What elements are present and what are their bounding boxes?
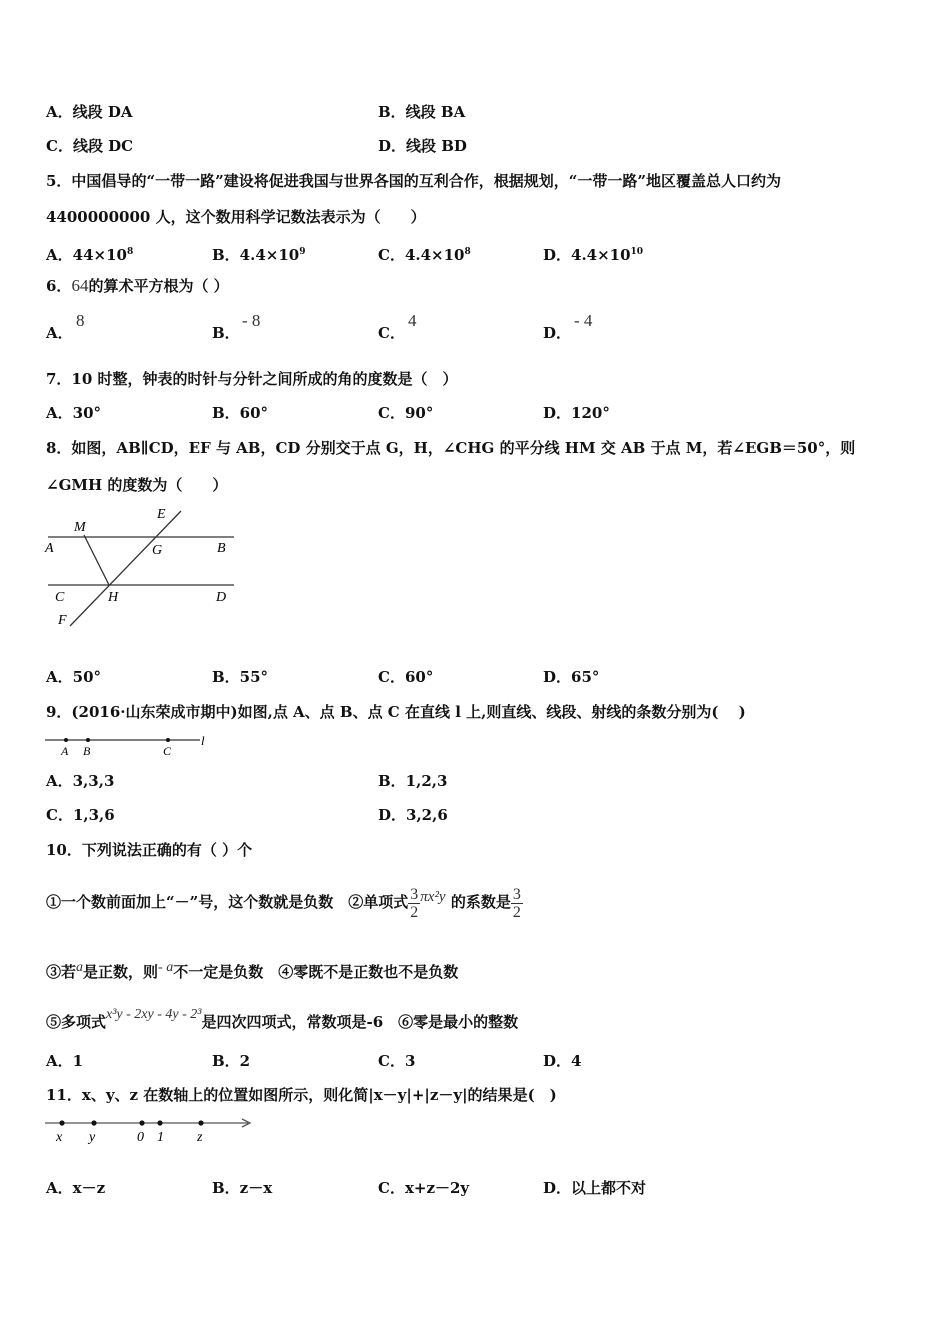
q8-stem-line2: ∠GMH 的度数为（ ） xyxy=(46,476,228,494)
label-a: A xyxy=(45,541,54,556)
line-hm xyxy=(84,535,109,585)
q6-option-a-value: 8 xyxy=(76,311,85,330)
q6-option-d: D． xyxy=(543,324,572,342)
q10-statement-3-4: ③若a是正数，则- a不一定是负数 ④零既不是正数也不是负数 xyxy=(46,960,459,981)
q4-option-c: C．线段 DC xyxy=(46,137,134,155)
label-c: C xyxy=(55,590,65,605)
label-z: z xyxy=(197,1130,203,1145)
q9-figure xyxy=(40,730,215,760)
q8-option-a: A．50° xyxy=(46,668,102,686)
q11-option-a: A．x－z xyxy=(46,1179,106,1197)
label-one: 1 xyxy=(157,1130,164,1145)
q6-stem: 6．64的算术平方根为（ ） xyxy=(46,276,229,295)
q9-option-a: A．3,3,3 xyxy=(46,772,115,790)
q7-option-a: A．30° xyxy=(46,404,102,422)
q5-stem-line1: 5．中国倡导的“一带一路”建设将促进我国与世界各国的互利合作，根据规划，“一带一路”地区覆盖总人口约为 xyxy=(46,172,781,190)
q10-statement-1-2: ①一个数前面加上“－”号，这个数就是负数 ②单项式 $\frac{3}{2}$ πx²y 的系数是 $\frac{3}{2}$ xyxy=(46,885,521,921)
label-zero: 0 xyxy=(137,1130,144,1145)
label-b: B xyxy=(83,744,91,758)
q8-figure xyxy=(40,500,240,632)
q8-option-b: B．55° xyxy=(212,668,269,686)
label-l: l xyxy=(201,733,205,748)
label-f: F xyxy=(58,613,67,628)
q8-option-c: C．60° xyxy=(378,668,434,686)
q5-option-d: D．$4.4\times 10^{10}$ xyxy=(543,246,644,264)
q9-stem: 9．(2016·山东荣成市期中)如图,点 A、点 B、点 C 在直线 l 上,则直线、线段、射线的条数分别为( ) xyxy=(46,703,746,721)
q8-stem-line1: 8．如图，AB∥CD，EF 与 AB，CD 分别交于点 G，H，∠CHG 的平分线 HM 交 AB 于点 M，若∠EGB＝50°，则 xyxy=(46,439,856,457)
label-g: G xyxy=(152,543,163,558)
q10-option-b: B．2 xyxy=(212,1052,251,1070)
q9-option-b: B．1,2,3 xyxy=(378,772,448,790)
q6-option-c-value: 4 xyxy=(408,311,417,330)
q6-option-b: B． xyxy=(212,324,240,342)
label-e: E xyxy=(157,507,166,522)
q8-option-d: D．65° xyxy=(543,668,600,686)
q6-option-b-value: - 8 xyxy=(242,311,261,330)
q11-stem: 11．x、y、z 在数轴上的位置如图所示，则化简|x－y|+|z－y|的结果是( ) xyxy=(46,1086,557,1104)
label-a: A xyxy=(61,744,69,758)
monomial-fraction: $\frac{3}{2}$ xyxy=(410,885,419,921)
q10-option-c: C．3 xyxy=(378,1052,416,1070)
q4-option-d: D．线段 BD xyxy=(378,137,467,155)
monomial-body: πx²y xyxy=(420,889,446,905)
q10-statement-5-6: ⑤多项式x³y - 2xy - 4y - 2³是四次四项式，常数项是-6 ⑥零是最小的整数 xyxy=(46,1007,519,1031)
q7-option-b: B．60° xyxy=(212,404,269,422)
q10-option-a: A．1 xyxy=(46,1052,84,1070)
q6-radicand: 64 xyxy=(71,276,89,295)
q11-option-d: D．以上都不对 xyxy=(543,1179,647,1197)
q7-stem: 7．10 时整，钟表的时针与分针之间所成的角的度数是（ ） xyxy=(46,370,458,388)
label-h: H xyxy=(108,590,119,605)
q6-option-d-value: - 4 xyxy=(574,311,593,330)
label-d: D xyxy=(216,590,227,605)
q7-option-c: C．90° xyxy=(378,404,434,422)
q4-option-b: B．线段 BA xyxy=(378,103,466,121)
coefficient-fraction: $\frac{3}{2}$ xyxy=(512,885,521,921)
q10-stem: 10．下列说法正确的有（ ）个 xyxy=(46,841,253,859)
q5-option-b: B．$4.4\times 10^9$ xyxy=(212,246,306,264)
q11-number-line xyxy=(40,1114,260,1146)
label-y: y xyxy=(89,1130,96,1145)
q7-option-d: D．120° xyxy=(543,404,610,422)
line-ef xyxy=(70,511,181,626)
q5-option-a: A．$44\times 10^8$ xyxy=(46,246,134,264)
q9-option-d: D．3,2,6 xyxy=(378,806,448,824)
q10-option-d: D．4 xyxy=(543,1052,582,1070)
label-x: x xyxy=(56,1130,63,1145)
q9-option-c: C．1,3,6 xyxy=(46,806,115,824)
label-c: C xyxy=(163,744,172,758)
label-m: M xyxy=(74,520,86,535)
q6-option-c: C． xyxy=(378,324,405,342)
q4-option-a: A．线段 DA xyxy=(46,103,133,121)
label-b: B xyxy=(217,541,226,556)
q6-option-a: A． xyxy=(46,324,73,342)
q5-option-c: C．$4.4\times 10^8$ xyxy=(378,246,471,264)
q11-option-b: B．z－x xyxy=(212,1179,273,1197)
polynomial: x³y - 2xy - 4y - 2³ xyxy=(106,1007,202,1022)
q11-option-c: C．x+z－2y xyxy=(378,1179,470,1197)
q5-stem-line2: 4400000000 人，这个数用科学记数法表示为（ ） xyxy=(46,208,426,226)
